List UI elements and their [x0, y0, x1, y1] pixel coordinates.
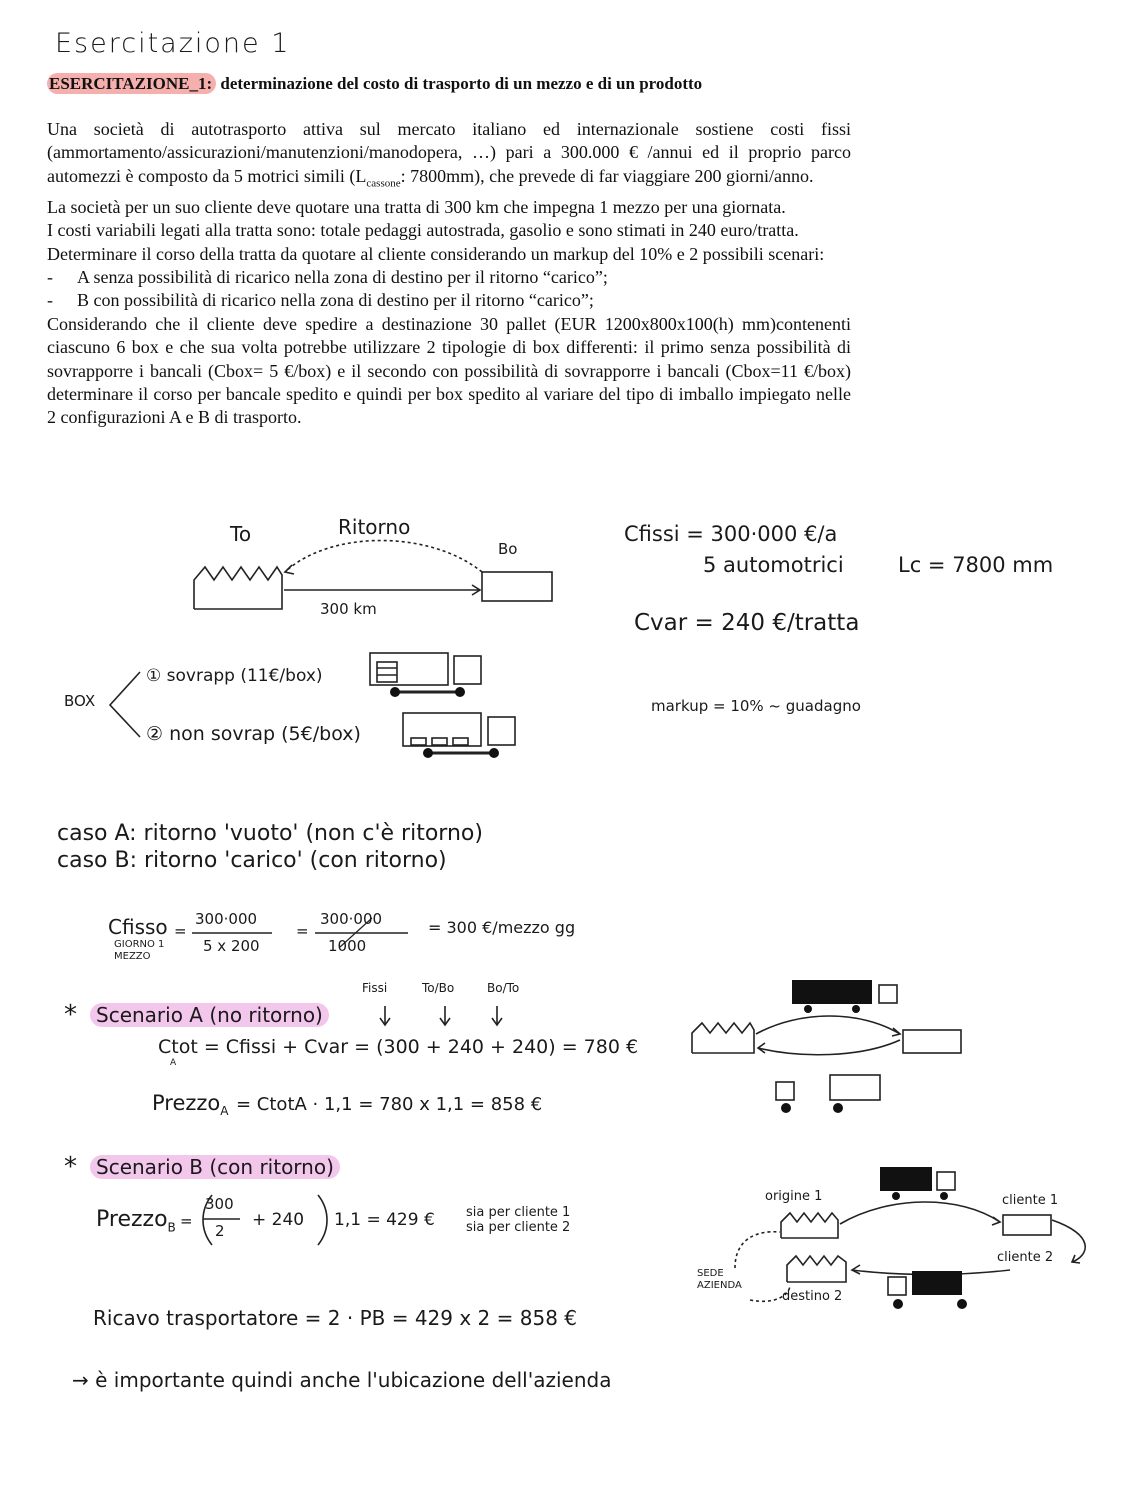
- truck-flat-icon: [403, 713, 515, 753]
- star-marker: *: [64, 1152, 77, 1182]
- factory-icon: [781, 1213, 846, 1282]
- equals-sign: =: [174, 922, 187, 940]
- equals-sign: =: [180, 1212, 193, 1230]
- box-brace: [110, 672, 140, 737]
- col-boto: Bo/To: [487, 981, 520, 995]
- label-origine-1: origine 1: [765, 1189, 823, 1204]
- cfisso-subscript: GIORNO 1 MEZZO: [114, 939, 165, 962]
- truck-black-icon: [912, 1271, 962, 1295]
- sia-cliente-1: sia per cliente 1: [466, 1205, 571, 1220]
- label-destino-2: destino 2: [782, 1289, 843, 1304]
- prezzo-b-word: Prezzo: [96, 1207, 168, 1232]
- problem-paragraph-3: I costi variabili legati alla tratta sono: totale pedaggi autostrada, gasolio e sono stimati in 240 euro/tratta.: [47, 220, 799, 241]
- markup-note: markup = 10% ~ guadagno: [651, 697, 861, 715]
- problem-paragraph-4: Determinare il corso della tratta da quotare al cliente considerando un markup del 10% e 2 possibili scenari:: [47, 243, 825, 264]
- destination-box: [903, 1030, 961, 1053]
- scenario-a-title: [90, 1003, 329, 1027]
- cfisso-result: = 300 €/mezzo gg: [428, 918, 576, 937]
- col-fissi: Fissi: [362, 981, 388, 995]
- truck-black-icon: [792, 980, 872, 1004]
- fraction-2-denominator: 1000: [328, 937, 367, 955]
- page-title: Esercitazione 1: [55, 28, 291, 59]
- list-dash: -: [47, 267, 53, 288]
- problem-paragraph-5: Considerando che il cliente deve spedire a destinazione 30 pallet (EUR 1200x800x100(h) mm)contenenti ciascuno 6 box e che sua volta potrebbe utilizzare 2 tipologie di box differenti: il primo senza possibilità di sovrapporre i bancali (Cbox= 5 €/box) e il secondo con possibilità di sovrapporre i bancali (Cbox=11 €/box) determinare il corso per bancale spedito e quindi per box spedito al variare del tipo di imballo impiegato nelle 2 configurazioni A e B di trasporto.: [47, 313, 851, 428]
- prezzo-b-sub: B: [167, 1220, 176, 1235]
- scenario-b-title-text: Scenario B (con ritorno): [90, 1155, 340, 1179]
- scenario-b-title: [90, 1155, 340, 1179]
- problem-paragraph-2: La società per un suo cliente deve quotare una tratta di 300 km che impegna 1 mezzo per una giornata.: [47, 196, 786, 217]
- fraction-1-numerator: 300·000: [195, 910, 258, 928]
- col-tobo: To/Bo: [422, 981, 455, 995]
- star-marker: *: [64, 1000, 77, 1030]
- label-bo: Bo: [498, 540, 518, 558]
- prezzo-a-label: [152, 1091, 229, 1118]
- sia-cliente-2: sia per cliente 2: [466, 1220, 571, 1235]
- pb-plus: + 240: [252, 1210, 305, 1230]
- truck-stackable-icon: [370, 653, 481, 692]
- label-sede-azienda: SEDE AZIENDA: [697, 1268, 742, 1291]
- destination-box: [482, 572, 552, 601]
- prezzo-a-sub: A: [220, 1104, 229, 1119]
- box-label: BOX: [64, 692, 96, 710]
- cfissi-note: Cfissi = 300·000 €/a: [624, 522, 838, 546]
- prezzo-b-label: [96, 1207, 176, 1234]
- problem-p1a: Una società di autotrasporto attiva sul mercato italiano ed internazionale sostiene costi fissi (ammortamento/assicurazioni/manutenzioni/manodopera, …) pari a 300.000 € /annui ed il proprio parco automezzi è composto da 5 motrici simili (L: [47, 119, 851, 186]
- box-option-2: ② non sovrap (5€/box): [146, 723, 361, 745]
- factory-icon: [194, 567, 282, 609]
- label-cliente-2: cliente 2: [997, 1250, 1054, 1265]
- cvar-note: Cvar = 240 €/tratta: [634, 610, 860, 636]
- label-ritorno: Ritorno: [338, 515, 411, 539]
- list-dash: -: [47, 290, 53, 311]
- scenario-a-title-text: Scenario A (no ritorno): [90, 1003, 329, 1027]
- prezzo-a-formula: = CtotA · 1,1 = 780 x 1,1 = 858 €: [236, 1094, 543, 1115]
- pb-denominator: 2: [215, 1222, 225, 1240]
- truck-black-icon: [880, 1167, 932, 1191]
- caso-b-line: caso B: ritorno 'carico' (con ritorno): [57, 848, 447, 873]
- return-arrow: [285, 541, 482, 573]
- lc-note: Lc = 7800 mm: [898, 553, 1054, 577]
- fraction-2-numerator: 300·000: [320, 910, 383, 928]
- label-to: To: [230, 522, 252, 546]
- prezzo-b-result: 1,1 = 429 €: [334, 1210, 435, 1230]
- list-item-a-text: A senza possibilità di ricarico nella zona di destino per il ritorno “carico”;: [77, 267, 608, 288]
- box-option-1: ① sovrapp (11€/box): [146, 666, 323, 686]
- motrici-note: 5 automotrici: [703, 553, 844, 577]
- list-item-b-text: B con possibilità di ricarico nella zona di destino per il ritorno “carico”;: [77, 290, 594, 311]
- exercise-heading-rest: determinazione del costo di trasporto di un mezzo e di un prodotto: [216, 74, 703, 93]
- factory-icon: [692, 1023, 754, 1053]
- exercise-heading-highlight: ESERCITAZIONE_1:: [47, 73, 216, 94]
- client-box: [1003, 1215, 1051, 1235]
- fraction-1-denominator: 5 x 200: [203, 937, 260, 955]
- conclusion-line: → è importante quindi anche l'ubicazione dell'azienda: [72, 1368, 612, 1392]
- ricavo-line: Ricavo trasportatore = 2 · PB = 429 x 2 = 858 €: [93, 1306, 577, 1330]
- label-cliente-1: cliente 1: [1002, 1193, 1059, 1208]
- problem-p1b: : 7800mm), che prevede di far viaggiare 200 giorni/anno.: [400, 165, 814, 186]
- pb-numerator: 300: [205, 1195, 234, 1213]
- ctot-subscript: A: [170, 1058, 177, 1068]
- label-distance: 300 km: [320, 600, 377, 618]
- ctot-formula: Ctot = Cfissi + Cvar = (300 + 240 + 240) = 780 €: [158, 1036, 639, 1058]
- cfisso-label: Cfisso: [108, 915, 168, 939]
- problem-p1-sub: cassone: [366, 177, 401, 190]
- equals-sign: =: [296, 922, 309, 940]
- prezzo-a-word: Prezzo: [152, 1091, 221, 1115]
- caso-a-line: caso A: ritorno 'vuoto' (non c'è ritorno): [57, 821, 483, 846]
